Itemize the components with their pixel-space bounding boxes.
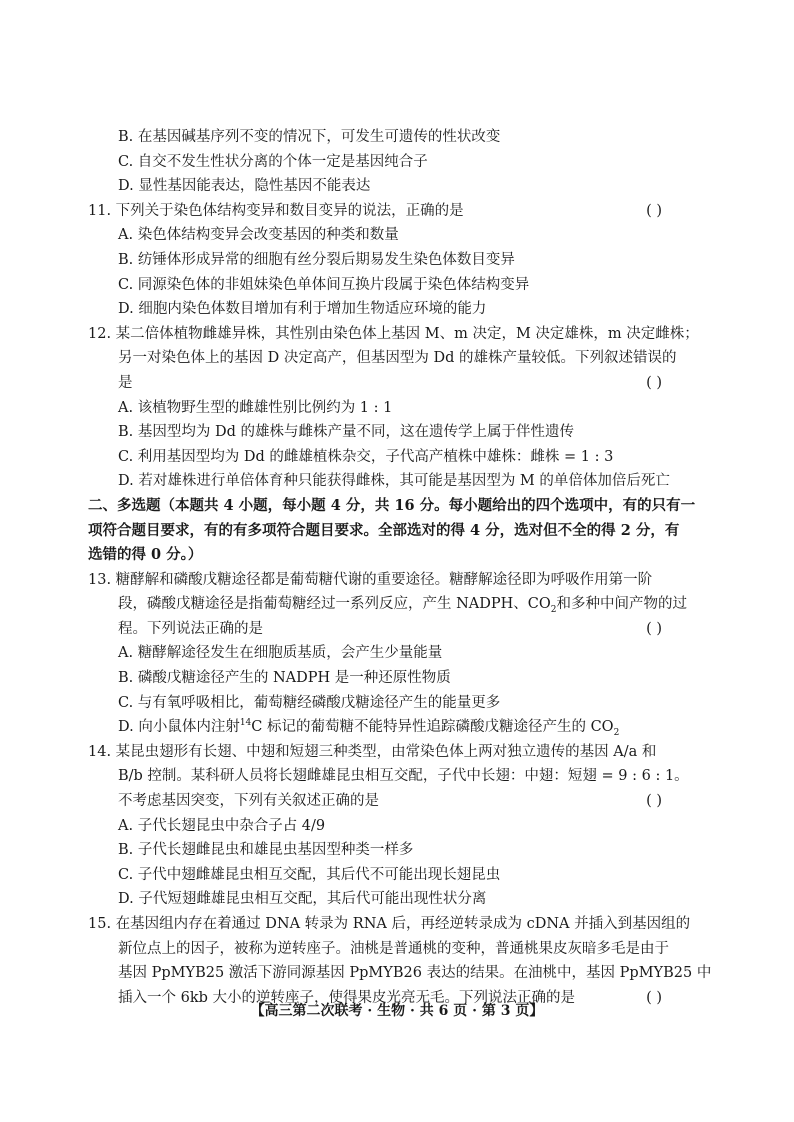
q14-option-d: D. 子代短翅雌雄昆虫相互交配，其后代可能出现性状分离 — [118, 891, 487, 908]
q12-stem-line2: 另一对染色体上的基因 D 决定高产，但基因型为 Dd 的雄株产量较低。下列叙述错误的 — [118, 350, 677, 367]
q12-stem-line3 — [88, 371, 662, 396]
section2-heading-line1: 二、多选题（本题共 4 小题，每小题 4 分，共 16 分。每小题给出的四个选项中，有的只有一 — [88, 496, 696, 514]
q10-option-d: D. 显性基因能表达，隐性基因不能表达 — [118, 178, 371, 195]
q13-stem-line3-text: 程。下列说法正确的是 — [118, 620, 263, 637]
q11-option-d: D. 细胞内染色体数目增加有利于增加生物适应环境的能力 — [118, 301, 487, 318]
q10-option-c: C. 自交不发生性状分离的个体一定是基因纯合子 — [118, 153, 428, 170]
q12-answer-bracket: ( ) — [646, 374, 662, 391]
q13-stem-line2a: 段，磷酸戊糖途径是指葡萄糖经过一系列反应，产生 NADPH、CO — [118, 596, 551, 613]
q13-option-d-b: C 标记的葡萄糖不能特异性追踪磷酸戊糖途径产生的 CO — [251, 719, 614, 736]
q12-option-c: C. 利用基因型均为 Dd 的雌雄植株杂交，子代高产植株中雄株：雌株 = 1 : 3 — [118, 448, 614, 465]
q13-stem-line2 — [88, 592, 688, 617]
q14-option-c: C. 子代中翅雌雄昆虫相互交配，其后代不可能出现长翅昆虫 — [118, 866, 501, 883]
q13-option-d-subscript: 2 — [613, 728, 620, 739]
q14-answer-bracket: ( ) — [646, 793, 662, 810]
q12-option-b: B. 基因型均为 Dd 的雄株与雌株产量不同，这在遗传学上属于伴性遗传 — [118, 424, 574, 441]
q13-stem-line3 — [88, 617, 662, 642]
q15-stem-line4-text: 插入一个 6kb 大小的逆转座子，使得果皮光亮无毛。下列说法正确的是 — [118, 989, 576, 1006]
q12-stem-line3-text: 是 — [118, 374, 133, 391]
section2-heading-line3: 选错的得 0 分。） — [88, 546, 203, 564]
q14-stem-line3 — [88, 789, 662, 814]
q10-option-b: B. 在基因碱基序列不变的情况下，可发生可遗传的性状改变 — [118, 129, 501, 145]
q11-stem-text: 11. 下列关于染色体结构变异和数目变异的说法，正确的是 — [88, 202, 464, 219]
q15-stem-line1: 15. 在基因组内存在着通过 DNA 转录为 RNA 后，再经逆转录成为 cDNA 并插入到基因组的 — [88, 916, 691, 932]
q13-option-d-a: D. 向小鼠体内注射 — [118, 719, 240, 736]
q15-stem-line2: 新位点上的因子，被称为逆转座子。油桃是普通桃的变种，普通桃果皮灰暗多毛是由于 — [118, 940, 669, 957]
q13-stem-line2b: 和多种中间产物的过 — [556, 596, 688, 613]
q13-option-b: B. 磷酸戊糖途径产生的 NADPH 是一种还原性物质 — [118, 670, 451, 687]
q14-option-a: A. 子代长翅昆虫中杂合子占 4/9 — [118, 817, 326, 834]
q12-option-a: A. 该植物野生型的雌雄性别比例约为 1 : 1 — [118, 399, 393, 416]
q14-stem-line2: B/b 控制。某科研人员将长翅雌雄昆虫相互交配，子代中长翅：中翅：短翅 = 9 : 6 : 1。 — [118, 768, 689, 785]
q12-stem-line1: 12. 某二倍体植物雌雄异株，其性别由染色体上基因 M、m 决定，M 决定雄株，m 决定雌株； — [88, 325, 699, 342]
q13-stem-line1: 13. 糖酵解和磷酸戊糖途径都是葡萄糖代谢的重要途径。糖酵解途径即为呼吸作用第一阶 — [88, 571, 653, 588]
q14-option-b: B. 子代长翅雌昆虫和雄昆虫基因型种类一样多 — [118, 842, 414, 859]
q15-answer-bracket: ( ) — [646, 989, 662, 1006]
q14-stem-line1: 14. 某昆虫翅形有长翅、中翅和短翅三种类型，由常染色体上两对独立遗传的基因 A/a 和 — [88, 743, 657, 760]
q11-option-b: B. 纺锤体形成异常的细胞有丝分裂后期易发生染色体数目变异 — [118, 251, 515, 268]
q13-option-c: C. 与有氧呼吸相比，葡萄糖经磷酸戊糖途径产生的能量更多 — [118, 694, 501, 711]
q11-answer-bracket: ( ) — [646, 202, 662, 219]
q13-option-a: A. 糖酵解途径发生在细胞质基质，会产生少量能量 — [118, 645, 443, 662]
q13-isotope-superscript: 14 — [239, 718, 252, 729]
q11-option-c: C. 同源染色体的非姐妹染色单体间互换片段属于染色体结构变异 — [118, 276, 530, 293]
q13-co2-subscript: 2 — [550, 605, 557, 616]
page-footer: 【高三第二次联考 · 生物 · 共 6 页 · 第 3 页】 — [250, 1003, 544, 1019]
q13-answer-bracket: ( ) — [646, 620, 662, 637]
q15-stem-line3: 基因 PpMYB25 激活下游同源基因 PpMYB26 表达的结果。在油桃中，基因 PpMYB25 中 — [118, 965, 712, 982]
q11-stem — [88, 199, 662, 224]
section2-heading-line2: 项符合题目要求，有的有多项符合题目要求。全部选对的得 4 分，选对但不全的得 2 分，有 — [88, 521, 680, 539]
q13-option-d — [88, 715, 662, 740]
q12-option-d: D. 若对雄株进行单倍体育种只能获得雌株，其可能是基因型为 M 的单倍体加倍后死亡 — [118, 473, 670, 490]
q14-stem-line3-text: 不考虑基因突变，下列有关叙述正确的是 — [118, 793, 379, 810]
q11-option-a: A. 染色体结构变异会改变基因的种类和数量 — [118, 227, 399, 244]
